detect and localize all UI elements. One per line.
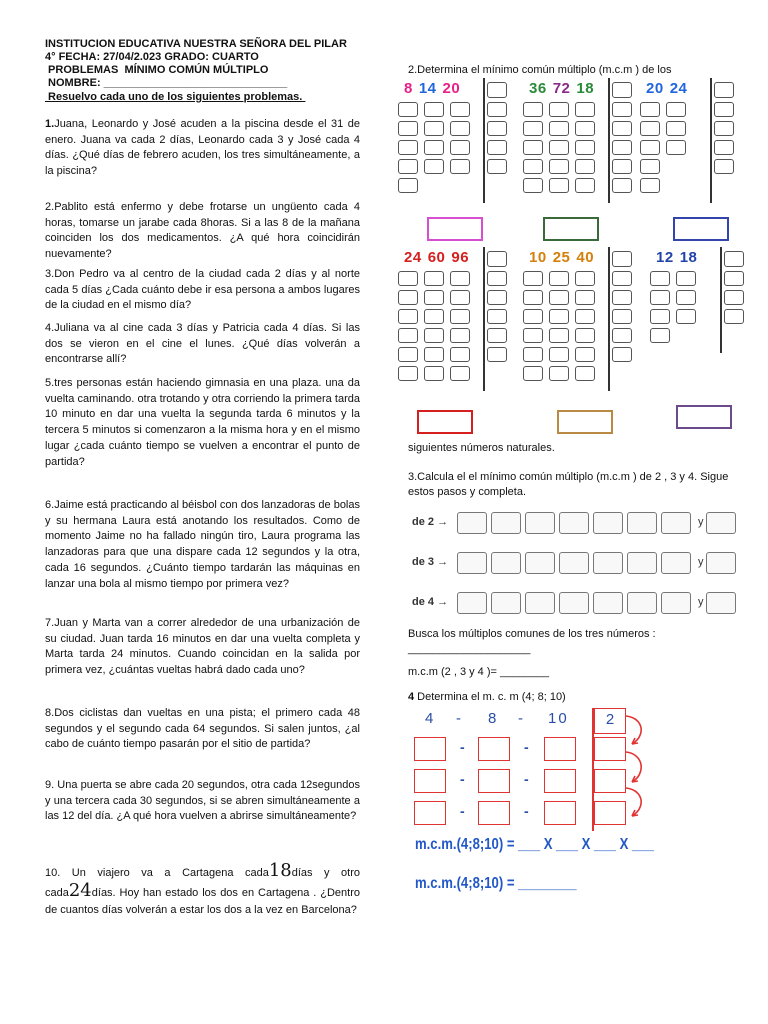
ex3-multiple-box[interactable] (525, 552, 555, 574)
ex2-set-3-divisor-box[interactable] (714, 82, 734, 98)
ex2-set-2-divisor-cell[interactable] (612, 178, 632, 193)
ex2-set-2-number-3: 18 (576, 80, 595, 97)
ex2-set-1-cell[interactable] (424, 140, 444, 155)
ex2-set-4-number-1: 24 (404, 249, 422, 266)
problem-9: 9. Una puerta se abre cada 20 segundos, otra cada 12segundos y una tercera cada 30 segundos, si se abren simultáneamente a las 12 del día. ¿A qué hora vuelven a abrirse simultáneamente? (45, 779, 360, 823)
ex2-set-5-cell[interactable] (575, 366, 595, 381)
ex2-set-5-cell[interactable] (575, 328, 595, 343)
ex2-set-4-numbers (404, 249, 475, 266)
ex2-set-2-divisor-cell[interactable] (612, 159, 632, 174)
ex2-set-3-cell[interactable] (640, 121, 660, 136)
ex3-multiple-box[interactable] (593, 592, 623, 614)
ex3-multiple-box-last[interactable] (706, 512, 736, 534)
ex2-set-5-number-1: 10 (529, 249, 547, 266)
ex2-set-1-cell[interactable] (424, 159, 444, 174)
ex2-set-2-cell[interactable] (575, 102, 595, 117)
ex2-set-4-divisor-cell[interactable] (487, 347, 507, 362)
ex2-set-2-cell[interactable] (549, 140, 569, 155)
ex3-multiple-box[interactable] (457, 512, 487, 534)
ex2-set-3-number-1: 20 (646, 80, 664, 97)
ex2-set-3-cell[interactable] (640, 178, 660, 193)
ex2-set-1-numbers (404, 80, 466, 97)
ex2-set-2-cell[interactable] (575, 121, 595, 136)
ex4-dash: - (524, 739, 529, 755)
ex2-set-3-cell[interactable] (666, 140, 686, 155)
ex2-set-5-cell[interactable] (575, 347, 595, 362)
ex2-set-5-numbers (529, 249, 600, 266)
exercise3-title: 3.Calcula el el mínimo común múltiplo (m.c.m ) de 2 , 3 y 4. Sigue estos pasos y completa. (408, 471, 729, 498)
ex4-quotient-box[interactable] (414, 801, 446, 825)
ex2-set-6-number-2: 18 (679, 249, 698, 266)
ex2-set-4-result-box[interactable] (417, 410, 473, 434)
ex2-set-1-cell[interactable] (450, 140, 470, 155)
ex2-set-2-divisor-cell[interactable] (612, 102, 632, 117)
ex4-formula-2[interactable]: m.c.m.(4;8;10) = ________ (415, 875, 577, 892)
ex2-set-6-number-1: 12 (656, 249, 674, 266)
ex2-set-1-cell[interactable] (398, 159, 418, 174)
ex2-set-5-divisor-cell[interactable] (612, 347, 632, 362)
ex2-set-6-cell[interactable] (650, 271, 670, 286)
date-grade: 4° FECHA: 27/04/2.023 GRADO: CUARTO (45, 51, 259, 63)
ex2-set-4-cell[interactable] (424, 366, 444, 381)
ex2-set-1-cell[interactable] (398, 121, 418, 136)
ex2-set-4-divisor-box[interactable] (487, 251, 507, 267)
ex4-dash: - (460, 739, 465, 755)
ex2-set-2-cell[interactable] (575, 159, 595, 174)
ex2-set-3-cell[interactable] (640, 102, 660, 117)
ex2-set-6-result-box[interactable] (676, 405, 732, 429)
ex2-set-3-cell[interactable] (640, 159, 660, 174)
ex4-arrows (622, 712, 652, 824)
subject-title: PROBLEMAS MÍNIMO COMÚN MÚLTIPLO (45, 64, 269, 76)
ex2-set-2-divider (608, 78, 610, 203)
ex2-set-4-cell[interactable] (450, 347, 470, 362)
ex3-y-label: y (698, 596, 704, 608)
ex3-multiple-box[interactable] (457, 552, 487, 574)
ex2-set-5-cell[interactable] (523, 366, 543, 381)
ex2-set-2-number-2: 72 (552, 80, 571, 97)
ex3-multiple-box[interactable] (593, 552, 623, 574)
ex2-set-1-divisor-cell[interactable] (487, 121, 507, 136)
ex2-set-3-number-2: 24 (669, 80, 688, 97)
ex4-dash: - (460, 803, 465, 819)
ex3-multiple-box[interactable] (559, 592, 589, 614)
ex4-dash: - (524, 771, 529, 787)
ex4-quotient-box[interactable] (544, 769, 576, 793)
ex2-set-4-cell[interactable] (398, 309, 418, 324)
ex3-multiple-box-last[interactable] (706, 592, 736, 614)
ex3-multiple-box[interactable] (627, 512, 657, 534)
ex2-set-1-result-box[interactable] (427, 217, 483, 241)
ex2-set-4-cell[interactable] (424, 309, 444, 324)
ex2-set-1-cell[interactable] (424, 102, 444, 117)
ex2-set-2-divisor-cell[interactable] (612, 140, 632, 155)
ex4-number-8: 8 (488, 710, 497, 727)
ex2-set-5-cell[interactable] (549, 347, 569, 362)
ex2-set-5-cell[interactable] (575, 290, 595, 305)
ex3-y-label: y (698, 516, 704, 528)
ex2-set-3-divisor-cell[interactable] (714, 102, 734, 117)
ex3-multiple-box[interactable] (559, 552, 589, 574)
ex2-set-2-cell[interactable] (523, 102, 543, 117)
ex2-set-3-divider (710, 78, 712, 203)
ex2-set-4-cell[interactable] (450, 271, 470, 286)
ex3-row-label-3: de 4 → (412, 596, 449, 608)
ex4-quotient-box[interactable] (478, 801, 510, 825)
ex4-dash-2: - (518, 710, 523, 727)
ex2-set-4-cell[interactable] (450, 328, 470, 343)
ex2-set-5-cell[interactable] (523, 347, 543, 362)
ex2-set-5-number-2: 25 (552, 249, 571, 266)
ex3-multiple-box[interactable] (661, 512, 691, 534)
ex2-set-1-divisor-box[interactable] (487, 82, 507, 98)
ex4-quotient-box[interactable] (478, 737, 510, 761)
ex2-set-1-divisor-cell[interactable] (487, 159, 507, 174)
ex2-set-4-number-2: 60 (427, 249, 446, 266)
exercise3-answer[interactable]: m.c.m (2 , 3 y 4 )= ________ (408, 666, 549, 678)
ex2-set-2-cell[interactable] (523, 121, 543, 136)
ex2-set-5-cell[interactable] (575, 271, 595, 286)
ex2-set-5-cell[interactable] (575, 309, 595, 324)
ex2-set-6-cell[interactable] (650, 290, 670, 305)
ex2-set-3-cell[interactable] (666, 121, 686, 136)
problem-6: 6.Jaime está practicando al béisbol con dos lanzadoras de bolas y su hermana Laura está anotando los resultados. Como de momento Jaime no ha fallado ningún tiro, Laura programa las lanzadoras para que una dispare cada 12 segundos y la otra, cada 16 segundos. ¿Cuánto tiempo tardarán las máquinas en lanzar una bola al mismo tiempo por primera vez? (45, 499, 360, 590)
ex2-set-6-divisor-box[interactable] (724, 251, 744, 267)
ex2-set-4-cell[interactable] (424, 271, 444, 286)
ex2-set-1-cell[interactable] (450, 102, 470, 117)
ex2-set-6-divisor-cell[interactable] (724, 309, 744, 324)
ex2-set-4-cell[interactable] (424, 347, 444, 362)
ex2-set-5-divisor-cell[interactable] (612, 290, 632, 305)
ex3-multiple-box[interactable] (491, 512, 521, 534)
ex2-set-3-result-box[interactable] (673, 217, 729, 241)
ex4-quotient-box[interactable] (544, 801, 576, 825)
ex2-set-1-divisor-cell[interactable] (487, 102, 507, 117)
ex2-set-5-cell[interactable] (523, 290, 543, 305)
ex4-dash-1: - (456, 710, 461, 727)
ex2-set-5-divisor-cell[interactable] (612, 328, 632, 343)
ex2-set-1-number-3: 20 (442, 80, 461, 97)
ex2-set-5-divisor-cell[interactable] (612, 309, 632, 324)
ex4-quotient-box[interactable] (544, 737, 576, 761)
ex2-set-1-number-2: 14 (418, 80, 437, 97)
ex2-set-5-cell[interactable] (549, 366, 569, 381)
ex2-set-3-divisor-cell[interactable] (714, 121, 734, 136)
ex2-set-1-number-1: 8 (404, 80, 413, 97)
ex3-row-label-2: de 3 → (412, 556, 449, 568)
ex3-multiple-box[interactable] (661, 552, 691, 574)
ex2-set-1-divider (483, 78, 485, 203)
ex2-set-5-cell[interactable] (523, 309, 543, 324)
ex2-set-2-numbers (529, 80, 600, 97)
ex2-set-5-number-3: 40 (576, 249, 595, 266)
ex2-set-2-divisor-cell[interactable] (612, 121, 632, 136)
ex2-set-4-cell[interactable] (450, 309, 470, 324)
ex2-set-6-cell[interactable] (676, 271, 696, 286)
ex3-multiple-box[interactable] (627, 592, 657, 614)
ex2-set-4-divider (483, 247, 485, 391)
ex2-set-4-cell[interactable] (398, 347, 418, 362)
ex2-set-3-divisor-cell[interactable] (714, 140, 734, 155)
ex3-multiple-box[interactable] (661, 592, 691, 614)
ex2-set-4-cell[interactable] (424, 328, 444, 343)
ex2-set-1-cell[interactable] (398, 102, 418, 117)
ex3-multiple-box[interactable] (491, 552, 521, 574)
ex2-set-1-divisor-cell[interactable] (487, 140, 507, 155)
ex2-set-2-cell[interactable] (523, 178, 543, 193)
ex2-set-5-result-box[interactable] (557, 410, 613, 434)
ex2-set-2-cell[interactable] (549, 178, 569, 193)
ex4-quotient-box[interactable] (478, 769, 510, 793)
ex2-set-2-result-box[interactable] (543, 217, 599, 241)
ex3-multiple-box[interactable] (491, 592, 521, 614)
ex3-multiple-box-last[interactable] (706, 552, 736, 574)
exercise2-title: 2.Determina el mínimo común múltiplo (m.c.m ) de los (408, 64, 672, 76)
problem-3: 3.Don Pedro va al centro de la ciudad cada 2 días y al norte cada 5 días ¿Cada cuánto debe ir esa persona a ambos lugares de la ciudad en el mismo día? (45, 268, 360, 312)
exercise3-common: Busca los múltiplos comunes de los tres números : ____________________ (408, 628, 656, 655)
ex2-set-2-number-1: 36 (529, 80, 547, 97)
ex4-formula-1[interactable]: m.c.m.(4;8;10) = ___ X ___ X ___ X ___ (415, 836, 654, 853)
ex2-set-3-divisor-cell[interactable] (714, 159, 734, 174)
ex4-number-10: 10 (548, 710, 569, 727)
ex2-set-1-cell[interactable] (450, 121, 470, 136)
ex2-set-5-cell[interactable] (549, 309, 569, 324)
ex2-set-5-cell[interactable] (549, 271, 569, 286)
ex3-row-label-1: de 2 → (412, 516, 449, 528)
ex2-set-6-divider (720, 247, 722, 353)
ex4-dash: - (524, 803, 529, 819)
ex2-set-3-numbers (646, 80, 693, 97)
ex2-set-4-number-3: 96 (451, 249, 470, 266)
ex3-y-label: y (698, 556, 704, 568)
ex2-set-6-cell[interactable] (650, 328, 670, 343)
ex4-dash: - (460, 771, 465, 787)
ex2-set-6-divisor-cell[interactable] (724, 271, 744, 286)
problem-7: 7.Juan y Marta van a correr alrededor de una urbanización de su ciudad. Juan tarda 16 minutos en dar una vuelta completa y Marta tarda 24 minutos. Cuando coincidan en la salida por primera vez, ¿cuántas vueltas habrá dado cada uno? (45, 617, 360, 677)
ex2-set-6-numbers (656, 249, 703, 266)
ex2-set-4-cell[interactable] (450, 366, 470, 381)
ex2-set-2-cell[interactable] (575, 140, 595, 155)
ex2-set-2-cell[interactable] (523, 140, 543, 155)
ex2-set-5-divider (608, 247, 610, 391)
ex2-set-3-cell[interactable] (640, 140, 660, 155)
ex2-set-5-cell[interactable] (549, 290, 569, 305)
ex3-multiple-box[interactable] (627, 552, 657, 574)
ex4-quotient-box[interactable] (414, 769, 446, 793)
problem-1: 1.Juana, Leonardo y José acuden a la piscina desde el 31 de enero. Juana va cada 2 días, Leonardo cada 3 y José cada 4 días. ¿Qué días de febrero acuden, los tres simultáneamente, a la piscina? (45, 118, 360, 178)
ex2-set-3-cell[interactable] (666, 102, 686, 117)
ex3-multiple-box[interactable] (559, 512, 589, 534)
problem-2: 2.Pablito está enfermo y debe frotarse un ungüento cada 4 horas, tomarse un jarabe cada 8horas. Si a las 8 de la mañana coinciden los dos medicamentos. ¿A qué hora coincidirán nuevamente? (45, 201, 360, 261)
ex2-set-4-cell[interactable] (398, 366, 418, 381)
ex4-number-4: 4 (425, 710, 434, 727)
problem-4: 4.Juliana va al cine cada 3 días y Patricia cada 4 días. Si las dos se vieron en el cine el lunes. ¿Qué días volverán a encontrarse allí? (45, 322, 360, 366)
instruction: Resuelvo cada uno de los siguientes problemas. (45, 91, 306, 103)
ex2-set-6-cell[interactable] (676, 290, 696, 305)
ex2-set-6-divisor-cell[interactable] (724, 290, 744, 305)
ex2-set-1-cell[interactable] (450, 159, 470, 174)
ex3-multiple-box[interactable] (457, 592, 487, 614)
ex2-set-5-divisor-box[interactable] (612, 251, 632, 267)
ex2-set-4-divisor-cell[interactable] (487, 309, 507, 324)
ex2-set-1-cell[interactable] (398, 178, 418, 193)
ex2-set-2-divisor-box[interactable] (612, 82, 632, 98)
ex2-set-2-cell[interactable] (549, 159, 569, 174)
ex2-set-4-divisor-cell[interactable] (487, 271, 507, 286)
name-field[interactable]: NOMBRE: ______________________________ (45, 77, 288, 89)
ex2-set-5-divisor-cell[interactable] (612, 271, 632, 286)
ex2-set-5-cell[interactable] (523, 271, 543, 286)
ex2-set-4-cell[interactable] (424, 290, 444, 305)
ex2-set-2-cell[interactable] (549, 102, 569, 117)
ex2-set-4-cell[interactable] (398, 271, 418, 286)
problem-5: 5.tres personas están haciendo gimnasia en una plaza. una da vuelta caminando. otra trotando y otra corriendo la primera tarda 10 minuto en dar una vuelta la segunda tarda 6 minutos y la tercera 5 minutos si comenzaron a la misma hora y en el mismo lugar ¿cada cuánto tiempo se vuelven a encontrar el punto de partida? (45, 377, 360, 468)
ex3-multiple-box[interactable] (525, 512, 555, 534)
ex3-multiple-box[interactable] (593, 512, 623, 534)
exercise4-title: 4 Determina el m. c. m (4; 8; 10) (408, 691, 566, 703)
ex2-set-4-divisor-cell[interactable] (487, 290, 507, 305)
school-title: INSTITUCION EDUCATIVA NUESTRA SEÑORA DEL PILAR (45, 38, 347, 50)
ex2-set-6-cell[interactable] (676, 309, 696, 324)
ex2-set-5-cell[interactable] (549, 328, 569, 343)
ex2-set-4-cell[interactable] (398, 328, 418, 343)
ex2-set-4-cell[interactable] (398, 290, 418, 305)
ex2-set-2-cell[interactable] (523, 159, 543, 174)
exercise2-title-end: siguientes números naturales. (408, 442, 555, 454)
ex3-multiple-box[interactable] (525, 592, 555, 614)
ex2-set-1-cell[interactable] (398, 140, 418, 155)
ex4-divisor-box: 2 (594, 708, 626, 734)
ex2-set-4-divisor-cell[interactable] (487, 328, 507, 343)
ex2-set-5-cell[interactable] (523, 328, 543, 343)
ex2-set-1-cell[interactable] (424, 121, 444, 136)
ex2-set-6-cell[interactable] (650, 309, 670, 324)
ex2-set-2-cell[interactable] (549, 121, 569, 136)
problem-8: 8.Dos ciclistas dan vueltas en una pista; el primero cada 48 segundos y el segundo cada 64 segundos. Si salen juntos, ¿al cabo de cuánto tiempo pasarán por el sitio de partida? (45, 707, 360, 751)
problem-10: 10. Un viajero va a Cartagena cada18días y otro cada24días. Hoy han estado los dos en Cartagena . ¿Dentro de cuantos días volverán a estar los dos a la vez en Barcelona? (45, 860, 360, 916)
ex4-quotient-box[interactable] (414, 737, 446, 761)
ex2-set-4-cell[interactable] (450, 290, 470, 305)
ex2-set-2-cell[interactable] (575, 178, 595, 193)
